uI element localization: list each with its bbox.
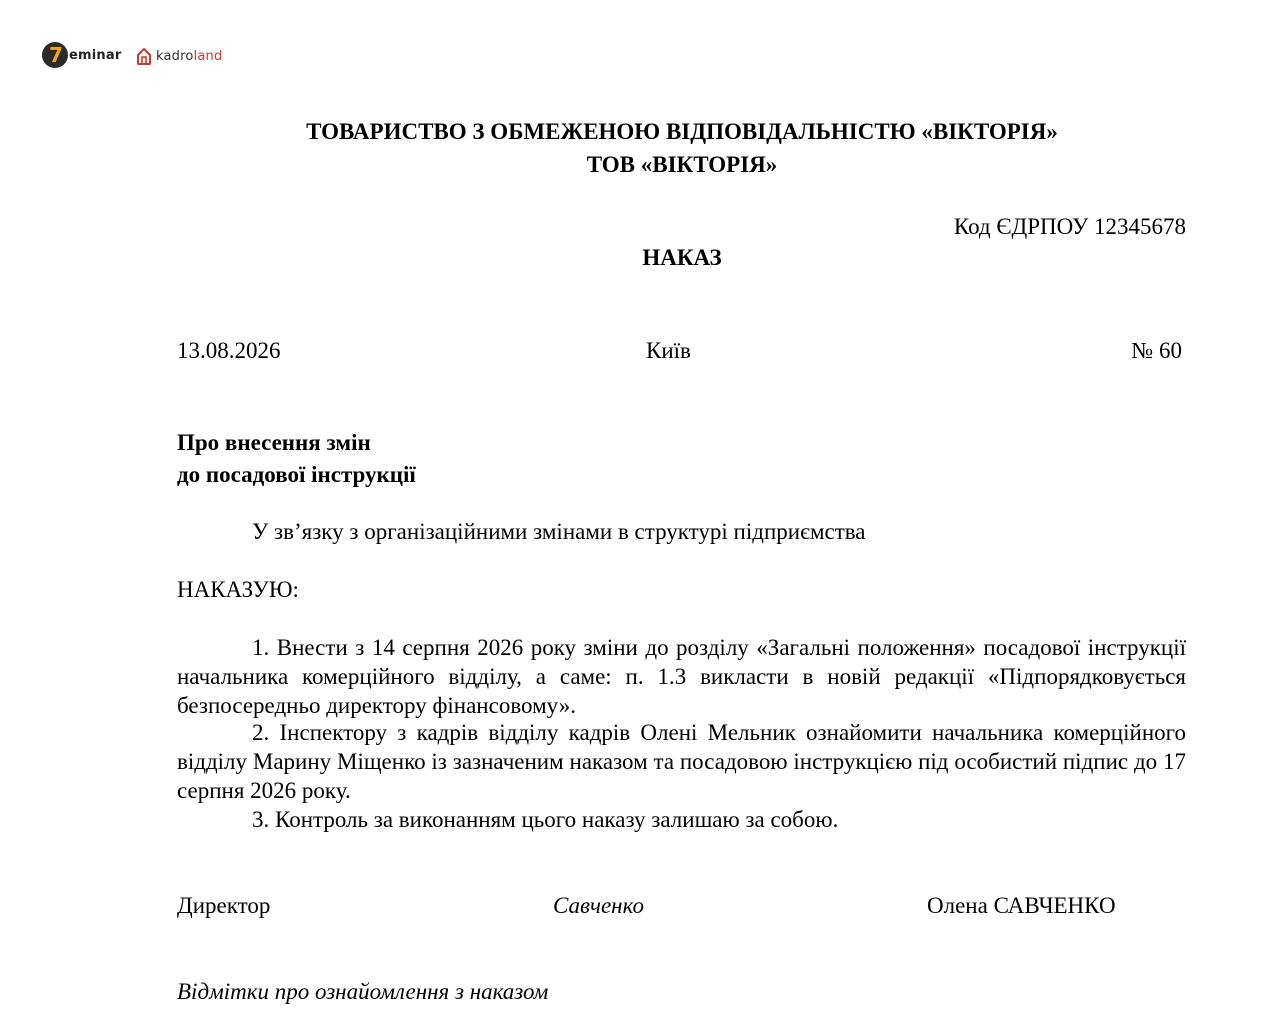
- order-number: № 60: [1131, 338, 1182, 363]
- seminar-logo-digit: 7: [49, 43, 63, 67]
- order-item-2-text: 2. Інспектору з кадрів відділу кадрів Олені Мельник ознайомити начальника комерційного відділу Марину Міщенко із зазначеним наказом та посадовою інструкцією під особистий підпис до 17 серпня 2026 року.: [177, 720, 1186, 803]
- edrpou-code: Код ЄДРПОУ 12345678: [953, 214, 1186, 239]
- order-word: НАКАЗУЮ:: [177, 577, 299, 602]
- signatory-name: Олена САВЧЕНКО: [927, 893, 1116, 918]
- order-item-2: [177, 718, 1186, 805]
- signature: Савченко: [553, 893, 644, 918]
- preamble-text: У зв’язку з організаційними змінами в структурі підприємства: [252, 519, 866, 544]
- kadroland-logo: [136, 44, 222, 68]
- subject-line-1: Про внесення змін: [177, 430, 371, 455]
- document-type-title: НАКАЗ: [642, 245, 722, 270]
- order-city: Київ: [646, 338, 691, 363]
- seminar-logo-badge-icon: [42, 42, 68, 68]
- acknowledgement-label: Відмітки про ознайомлення з наказом: [177, 979, 549, 1004]
- org-short-name: ТОВ «ВІКТОРІЯ»: [586, 152, 778, 177]
- signatory-position: Директор: [177, 893, 271, 918]
- org-full-name: ТОВАРИСТВО З ОБМЕЖЕНОЮ ВІДПОВІДАЛЬНІСТЮ «ВІКТОРІЯ»: [306, 119, 1058, 144]
- seminar-logo: [42, 40, 121, 70]
- kadroland-house-icon: [136, 46, 152, 66]
- subject-line-2: до посадової інструкції: [177, 462, 416, 487]
- order-item-3-text: 3. Контроль за виконанням цього наказу залишаю за собою.: [252, 807, 839, 832]
- kadroland-word-part1: kadro: [156, 48, 194, 64]
- order-item-3: [177, 805, 1186, 834]
- order-item-1: [177, 633, 1186, 720]
- kadroland-word-part2: land: [193, 48, 223, 64]
- order-item-1-text: 1. Внести з 14 серпня 2026 року зміни до розділу «Загальні положення» посадової інструкції начальника комерційного відділу, а саме: п. 1.3 викласти в новій редакції «Підпорядковується безпосередньо директору фінансовому».: [177, 635, 1186, 718]
- seminar-logo-word: eminar: [69, 47, 122, 63]
- order-date: 13.08.2026: [177, 338, 281, 363]
